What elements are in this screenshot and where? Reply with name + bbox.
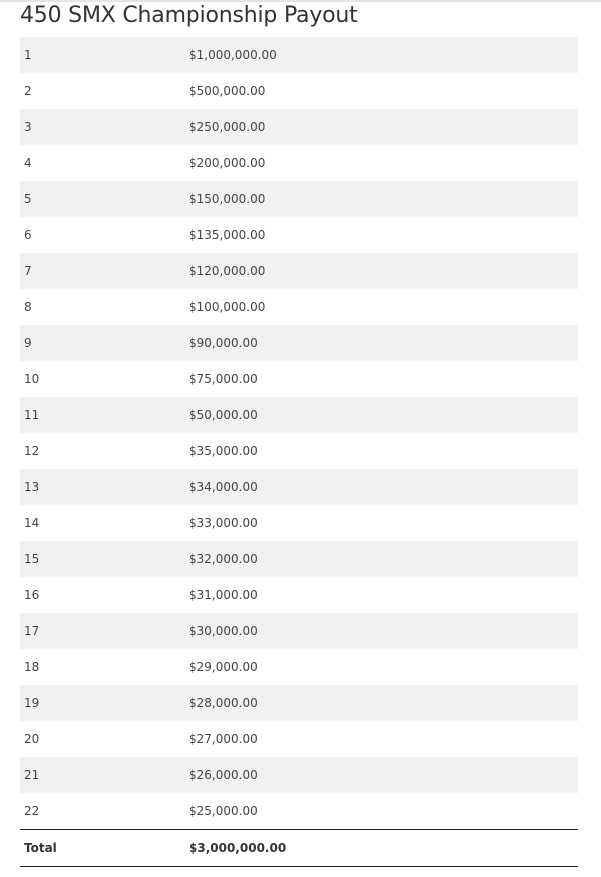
amount-cell: $27,000.00: [189, 732, 258, 746]
table-row: [20, 577, 578, 613]
table-row: [20, 721, 578, 757]
amount-cell: $75,000.00: [189, 372, 258, 386]
table-row: [20, 361, 578, 397]
position-cell: 5: [24, 192, 32, 206]
position-cell: 9: [24, 336, 32, 350]
amount-cell: $120,000.00: [189, 264, 266, 278]
table-row: [20, 649, 578, 685]
page-title: 450 SMX Championship Payout: [20, 3, 358, 28]
amount-cell: $31,000.00: [189, 588, 258, 602]
position-cell: 18: [24, 660, 40, 674]
table-row: [20, 73, 578, 109]
position-cell: 6: [24, 228, 32, 242]
position-cell: 10: [24, 372, 40, 386]
table-row: [20, 145, 578, 181]
amount-cell: $29,000.00: [189, 660, 258, 674]
position-cell: 1: [24, 48, 32, 62]
position-cell: 20: [24, 732, 40, 746]
amount-cell: $500,000.00: [189, 84, 266, 98]
table-row: [20, 397, 578, 433]
position-cell: 11: [24, 408, 40, 422]
table-row: [20, 613, 578, 649]
total-label: Total: [24, 841, 57, 855]
table-row: [20, 289, 578, 325]
table-row: [20, 253, 578, 289]
table-row: [20, 109, 578, 145]
amount-cell: $34,000.00: [189, 480, 258, 494]
amount-cell: $100,000.00: [189, 300, 266, 314]
amount-cell: $25,000.00: [189, 804, 258, 818]
table-row: [20, 325, 578, 361]
position-cell: 8: [24, 300, 32, 314]
amount-cell: $135,000.00: [189, 228, 266, 242]
position-cell: 16: [24, 588, 40, 602]
position-cell: 17: [24, 624, 40, 638]
amount-cell: $28,000.00: [189, 696, 258, 710]
amount-cell: $50,000.00: [189, 408, 258, 422]
amount-cell: $35,000.00: [189, 444, 258, 458]
position-cell: 13: [24, 480, 40, 494]
amount-cell: $250,000.00: [189, 120, 266, 134]
position-cell: 19: [24, 696, 40, 710]
amount-cell: $30,000.00: [189, 624, 258, 638]
table-row: [20, 757, 578, 793]
amount-cell: $1,000,000.00: [189, 48, 277, 62]
amount-cell: $33,000.00: [189, 516, 258, 530]
table-row: [20, 793, 578, 829]
table-row: [20, 37, 578, 73]
position-cell: 14: [24, 516, 40, 530]
total-amount: $3,000,000.00: [189, 841, 287, 855]
table-row: [20, 181, 578, 217]
position-cell: 15: [24, 552, 40, 566]
amount-cell: $150,000.00: [189, 192, 266, 206]
position-cell: 21: [24, 768, 40, 782]
position-cell: 12: [24, 444, 40, 458]
table-row: [20, 505, 578, 541]
position-cell: 2: [24, 84, 32, 98]
table-row: [20, 469, 578, 505]
amount-cell: $90,000.00: [189, 336, 258, 350]
table-row: [20, 217, 578, 253]
table-row: [20, 433, 578, 469]
amount-cell: $200,000.00: [189, 156, 266, 170]
table-row: [20, 685, 578, 721]
position-cell: 7: [24, 264, 32, 278]
total-row: [20, 829, 578, 867]
amount-cell: $26,000.00: [189, 768, 258, 782]
position-cell: 22: [24, 804, 40, 818]
amount-cell: $32,000.00: [189, 552, 258, 566]
position-cell: 3: [24, 120, 32, 134]
table-row: [20, 541, 578, 577]
payout-table: [20, 37, 578, 867]
position-cell: 4: [24, 156, 32, 170]
